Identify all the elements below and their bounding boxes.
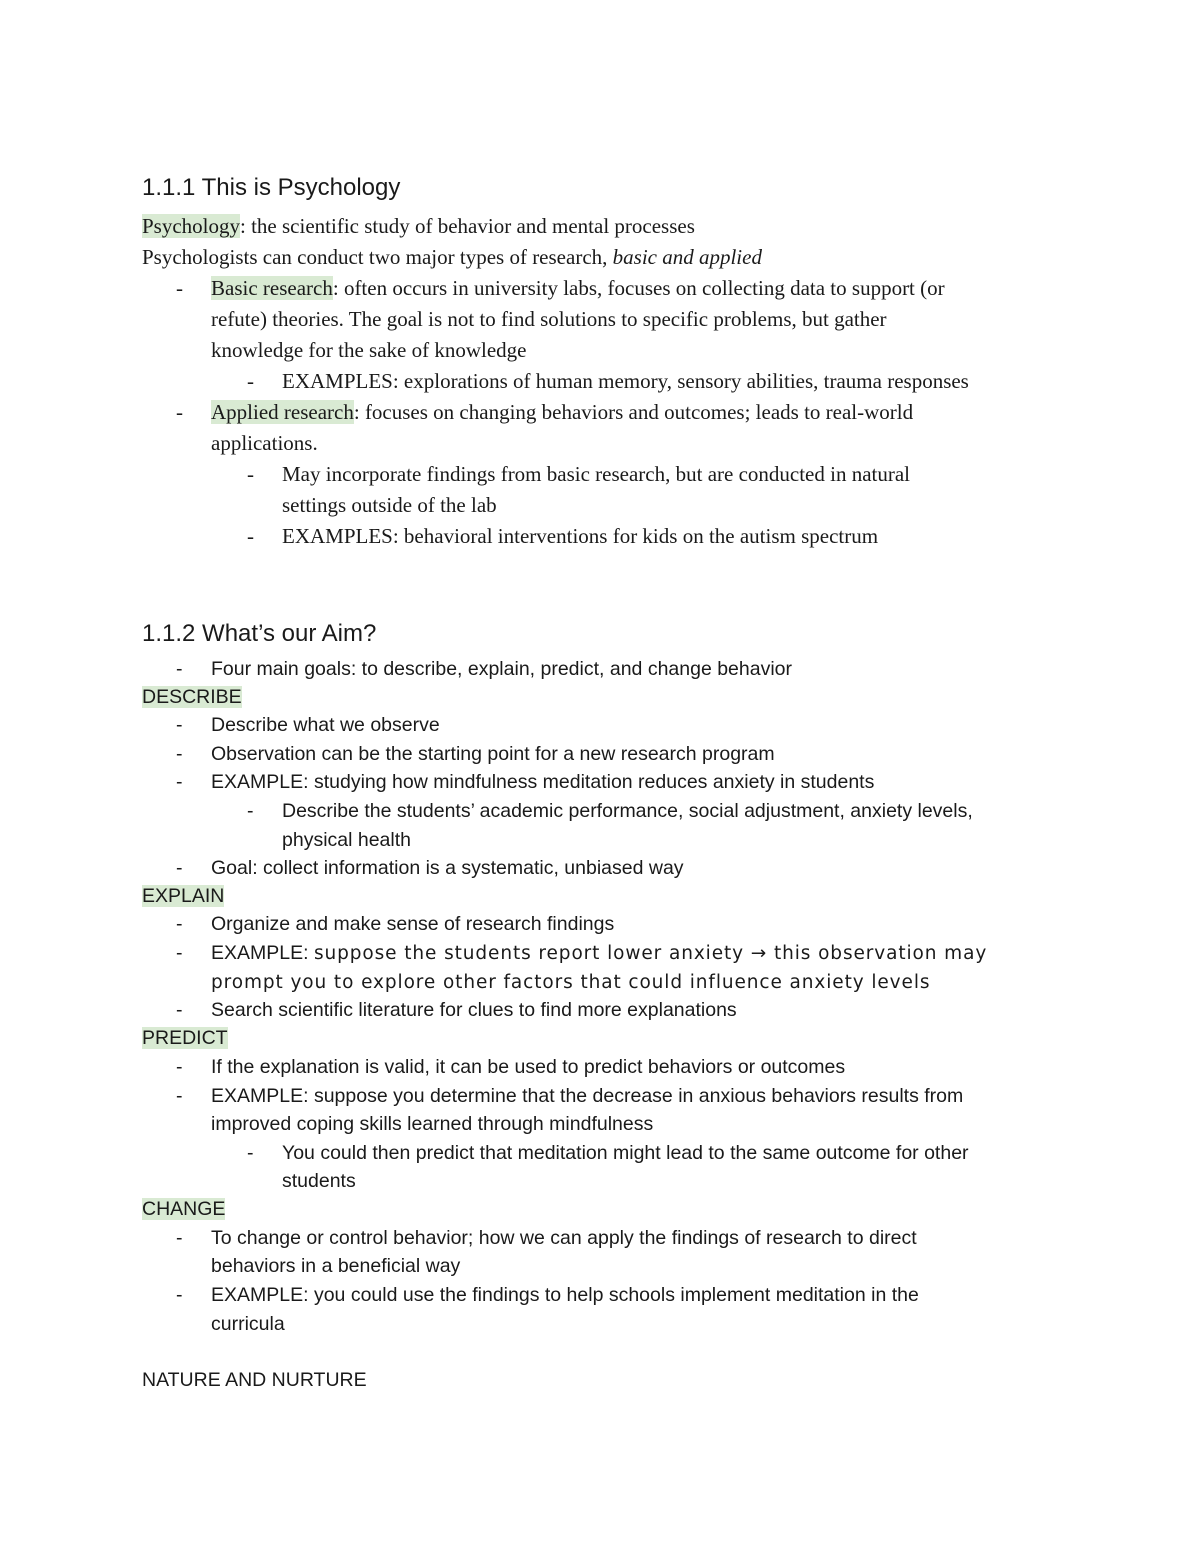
- basic-research-line-3: knowledge for the sake of knowledge: [211, 338, 527, 362]
- term-applied-research: Applied research: [211, 400, 354, 424]
- explain-example-prefix: EXAMPLE:: [211, 942, 314, 964]
- applied-research-text-1: : focuses on changing behaviors and outcomes; leads to real-world: [353, 400, 914, 424]
- predict-sub-line-2: students: [282, 1170, 356, 1192]
- sub-bullet-dash: -: [247, 1142, 254, 1164]
- bullet-dash: -: [176, 400, 183, 424]
- bullet-dash: -: [176, 913, 183, 935]
- basic-research-text-1: : often occurs in university labs, focuses on collecting data to support (or: [332, 276, 945, 300]
- bullet-dash: -: [176, 1056, 183, 1078]
- applied-research-line-1: [211, 398, 913, 426]
- basic-research-examples: EXAMPLES: explorations of human memory, sensory abilities, trauma responses: [282, 369, 969, 393]
- explain-bullet-2-line-1: [211, 940, 987, 967]
- change-bullet-1-line-2: behaviors in a beneficial way: [211, 1255, 461, 1277]
- explain-bullet-2-line-2: prompt you to explore other factors that could influence anxiety levels: [211, 972, 931, 993]
- bullet-dash: -: [176, 771, 183, 793]
- research-types-line: [142, 243, 762, 271]
- basic-research-line-2: refute) theories. The goal is not to find solutions to specific problems, but gather: [211, 307, 887, 331]
- research-types-text: Psychologists can conduct two major types of research,: [142, 245, 613, 269]
- bullet-dash: -: [176, 999, 183, 1021]
- describe-sub-line-1: Describe the students’ academic performance, social adjustment, anxiety levels,: [282, 800, 973, 822]
- change-bullet-2-line-1: EXAMPLE: you could use the findings to help schools implement meditation in the: [211, 1284, 919, 1306]
- research-types-italic: basic and applied: [612, 245, 762, 269]
- explain-example-text: suppose the students report lower anxiety → this observation may: [313, 943, 988, 964]
- describe-bullet-1: Describe what we observe: [211, 714, 440, 736]
- sub-bullet-dash: -: [247, 462, 254, 486]
- applied-sub-line-1: May incorporate findings from basic research, but are conducted in natural: [282, 462, 911, 486]
- predict-bullet-2-line-1: EXAMPLE: suppose you determine that the decrease in anxious behaviors results from: [211, 1085, 964, 1107]
- bullet-dash: -: [176, 857, 183, 879]
- describe-bullet-2: Observation can be the starting point for a new research program: [211, 743, 775, 765]
- section-heading-nature-nurture: NATURE AND NURTURE: [142, 1369, 367, 1391]
- basic-research-line-1: [211, 274, 945, 302]
- sub-bullet-dash: -: [247, 800, 254, 822]
- label-describe: DESCRIBE: [142, 686, 242, 708]
- four-goals-line: Four main goals: to describe, explain, predict, and change behavior: [211, 658, 793, 680]
- applied-research-line-2: applications.: [211, 431, 318, 455]
- predict-sub-line-1: You could then predict that meditation might lead to the same outcome for other: [282, 1142, 969, 1164]
- definition-text: : the scientific study of behavior and mental processes: [240, 214, 695, 238]
- bullet-dash: -: [176, 658, 183, 680]
- explain-bullet-3: Search scientific literature for clues to find more explanations: [211, 999, 737, 1021]
- label-change: CHANGE: [142, 1198, 226, 1220]
- bullet-dash: -: [176, 942, 183, 964]
- applied-sub-line-2: settings outside of the lab: [282, 493, 497, 517]
- explain-bullet-1: Organize and make sense of research findings: [211, 913, 615, 935]
- term-psychology: Psychology: [142, 214, 241, 238]
- bullet-dash: -: [176, 276, 183, 300]
- bullet-dash: -: [176, 1085, 183, 1107]
- bullet-dash: -: [176, 1284, 183, 1306]
- change-bullet-2-line-2: curricula: [211, 1313, 285, 1335]
- bullet-dash: -: [176, 1227, 183, 1249]
- bullet-dash: -: [176, 743, 183, 765]
- change-bullet-1-line-1: To change or control behavior; how we can apply the findings of research to direct: [211, 1227, 917, 1249]
- sub-bullet-dash: -: [247, 369, 254, 393]
- describe-sub-line-2: physical health: [282, 829, 411, 851]
- definition-line: [142, 212, 695, 240]
- sub-bullet-dash: -: [247, 524, 254, 548]
- label-predict: PREDICT: [142, 1027, 228, 1049]
- section-heading-1-1-2: 1.1.2 What’s our Aim?: [142, 620, 377, 647]
- describe-bullet-3: EXAMPLE: studying how mindfulness meditation reduces anxiety in students: [211, 771, 875, 793]
- predict-bullet-2-line-2: improved coping skills learned through mindfulness: [211, 1113, 654, 1135]
- label-explain: EXPLAIN: [142, 885, 225, 907]
- bullet-dash: -: [176, 714, 183, 736]
- term-basic-research: Basic research: [211, 276, 333, 300]
- predict-bullet-1: If the explanation is valid, it can be used to predict behaviors or outcomes: [211, 1056, 846, 1078]
- describe-bullet-4: Goal: collect information is a systematic, unbiased way: [211, 857, 684, 879]
- section-heading-1-1-1: 1.1.1 This is Psychology: [142, 174, 401, 201]
- applied-research-examples: EXAMPLES: behavioral interventions for kids on the autism spectrum: [282, 524, 879, 548]
